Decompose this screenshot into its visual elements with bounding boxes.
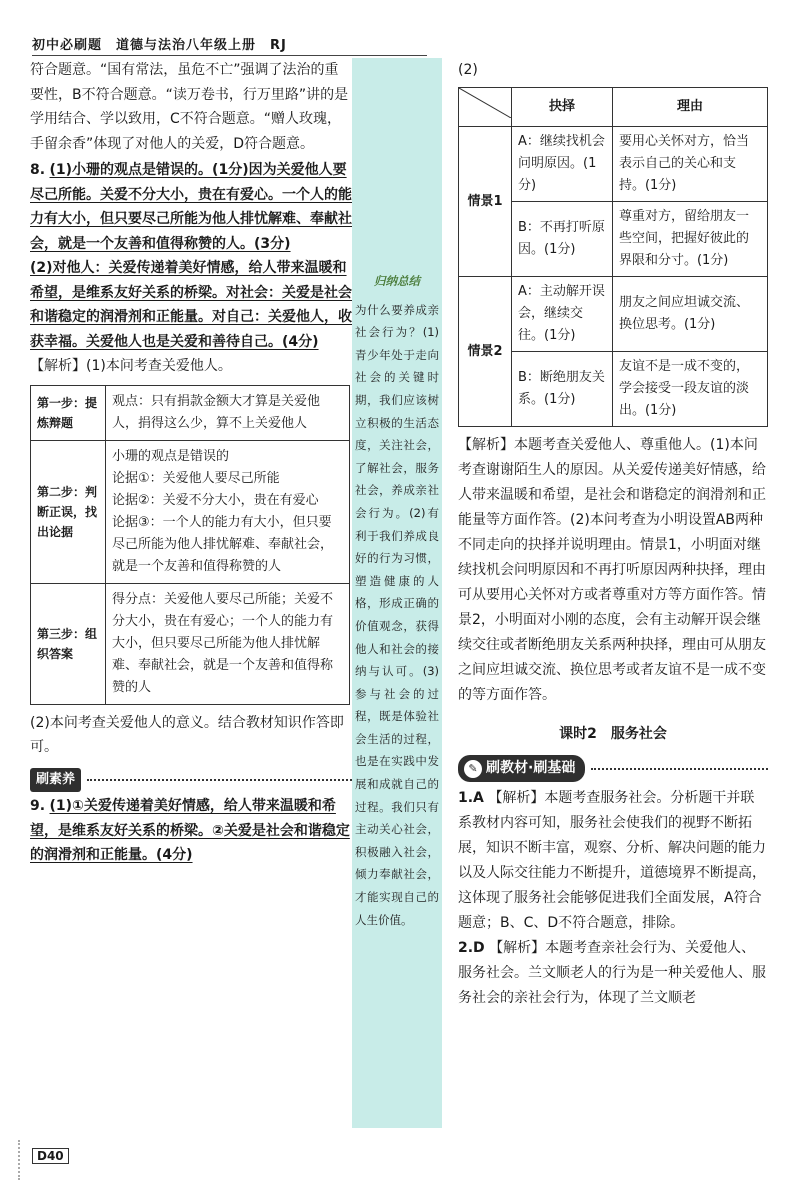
reason-cell: 尊重对方，留给朋友一些空间，把握好彼此的界限和分寸。(1分) <box>612 202 767 277</box>
analysis-paragraph: 【解析】本题考查关爱他人、尊重他人。(1)本问考查谢谢陌生人的原因。从关爱传递美好情感，给人带来温暖和希望，是社会和谐稳定的润滑剂和正能量等方面作答。(2)本问考查为小明设置AB两种不同走向的抉择并说明理由。情景1，小明面对继续找机会问明原因和不再打听原因两种抉择，理由可从要用心关怀对方或者尊重对方等方面作答。情景2，小明面对小刚的态度，会有主动解开误会继续交往或者断绝朋友关系两种抉择，理由可从朋友之间应坦诚交流、换位思考或者友谊不是一成不变的等方面作答。 <box>458 437 766 703</box>
q8-analysis: 【解析】(1)本问考查关爱他人。 <box>30 358 232 374</box>
table-row <box>459 277 768 352</box>
table-row <box>31 583 350 704</box>
section-banner <box>30 768 352 793</box>
left-column <box>30 58 352 868</box>
q8-analysis-2: (2)本问考查关爱他人的意义。结合教材知识作答即可。 <box>30 714 344 755</box>
step-label: 第二步：判断正误，找出论据 <box>31 440 106 583</box>
choice-table <box>458 87 768 427</box>
page-number: D40 <box>32 1148 69 1164</box>
reason-cell: 朋友之间应坦诚交流、换位思考。(1分) <box>612 277 767 352</box>
scene-label: 情景2 <box>459 277 512 427</box>
q8-part2: (2)对他人：关爱传递着美好情感，给人带来温暖和希望，是维系友好关系的桥梁。对社会：关爱是社会和谐稳定的润滑剂和正能量。对自己：关爱他人，收获幸福。关爱他人也是关爱和善待自己。(4分) <box>30 260 352 350</box>
q1-answer <box>458 786 768 936</box>
q9-number: 9. <box>30 798 46 814</box>
answer-steps-table <box>30 385 350 705</box>
practice-banner <box>458 755 768 782</box>
q9-answer <box>30 794 352 868</box>
choice-cell: A：继续找机会问明原因。(1分) <box>512 127 613 202</box>
q9-part1: (1)①关爱传递着美好情感，给人带来温暖和希望，是维系友好关系的桥梁。②关爱是社会和谐稳定的润滑剂和正能量。(4分) <box>30 798 350 863</box>
banner-badge <box>458 755 585 782</box>
dotted-rule <box>591 768 768 770</box>
reason-cell: 要用心关怀对方，恰当表示自己的关心和支持。(1分) <box>612 127 767 202</box>
banner-label: 刷教材·刷基础 <box>486 760 576 776</box>
step-content: 观点：只有捐款金额大才算是关爱他人，捐得这么少，算不上关爱他人 <box>106 385 350 440</box>
q2-number: 2.D <box>458 940 485 956</box>
choice-cell: A：主动解开误会，继续交往。(1分) <box>512 277 613 352</box>
reason-cell: 友谊不是一成不变的，学会接受一段友谊的淡出。(1分) <box>612 352 767 427</box>
header-choice: 抉择 <box>512 88 613 127</box>
question-part-label: (2) <box>458 62 478 78</box>
table-row <box>459 127 768 202</box>
table-header-row <box>459 88 768 127</box>
q2-answer <box>458 936 768 1011</box>
q8-answer-1 <box>30 158 352 256</box>
header-rule <box>32 55 427 56</box>
section-label: 刷素养 <box>30 768 81 793</box>
q8-number: 8. <box>30 162 46 178</box>
table-row <box>31 385 350 440</box>
sidebar-title: 归纳总结 <box>374 274 420 288</box>
diagonal-header-cell <box>459 88 512 127</box>
choice-cell: B：不再打听原因。(1分) <box>512 202 613 277</box>
previous-answer-continuation: 符合题意。“国有常法，虽危不亡”强调了法治的重要性，B不符合题意。“读万卷书，行万里路”讲的是学用结合、学以致用，C不符合题意。“赠人玫瑰，手留余香”体现了对他人的关爱，D符合题意。 <box>30 62 349 152</box>
cut-line <box>18 1140 30 1180</box>
table-row <box>31 440 350 583</box>
sidebar-text: 为什么要养成亲社会行为？(1)青少年处于走向社会的关键时期，我们应该树立积极的生活态度，关注社会，了解社会，服务社会，养成亲社会行为。(2)有利于我们养成良好的行为习惯，塑造健康的人格，形成正确的价值观念，获得他人和社会的接纳与认可。(3)参与社会的过程，既是体验社会生活的过程，也是在实践中发展和成就自己的过程。我们只有主动关心社会，积极融入社会，倾力奉献社会，才能实现自己的人生价值。 <box>355 302 439 927</box>
step-label: 第三步：组织答案 <box>31 583 106 704</box>
header-reason: 理由 <box>612 88 767 127</box>
scene-label: 情景1 <box>459 127 512 277</box>
q1-analysis: 【解析】本题考查服务社会。分析题干并联系教材内容可知，服务社会使我们的视野不断拓展，知识不断丰富，观察、分析、解决问题的能力以及人际交往能力不断提升，道德境界不断提高，这体现了服务社会能够促进我们全面发展，A符合题意；B、C、D不符合题意，排除。 <box>458 790 766 931</box>
right-column <box>458 58 768 1011</box>
lesson-title: 课时2 服务社会 <box>559 726 667 742</box>
q2-analysis: 【解析】本题考查亲社会行为、关爱他人、服务社会。兰文顺老人的行为是一种关爱他人、服务社会的亲社会行为，体现了兰文顺老 <box>458 940 766 1006</box>
q1-number: 1.A <box>458 790 484 806</box>
pen-icon: ✎ <box>464 760 482 778</box>
choice-cell: B：断绝朋友关系。(1分) <box>512 352 613 427</box>
summary-sidebar-content <box>355 270 439 931</box>
q8-part1: (1)小珊的观点是错误的。(1分)因为关爱他人要尽己所能。关爱不分大小，贵在有爱心。一个人的能力有大小，但只要尽己所能为他人排忧解难、奉献社会，就是一个友善和值得称赞的人。(3分) <box>30 162 352 252</box>
step-label: 第一步：提炼辩题 <box>31 385 106 440</box>
step-content: 小珊的观点是错误的 论据①：关爱他人要尽己所能 论据②：关爱不分大小，贵在有爱心 论据③：一个人的能力有大小，但只要尽己所能为他人排忧解难、奉献社会，就是一个友善和值得称赞的人 <box>106 440 350 583</box>
running-header: 初中必刷题 道德与法治八年级上册 RJ <box>32 38 287 53</box>
dotted-rule <box>87 779 352 781</box>
diagonal-line <box>459 88 511 118</box>
step-content: 得分点：关爱他人要尽己所能；关爱不分大小，贵在有爱心；一个人的能力有大小，但只要尽己所能为他人排忧解难、奉献社会，就是一个友善和值得称赞的人 <box>106 583 350 704</box>
